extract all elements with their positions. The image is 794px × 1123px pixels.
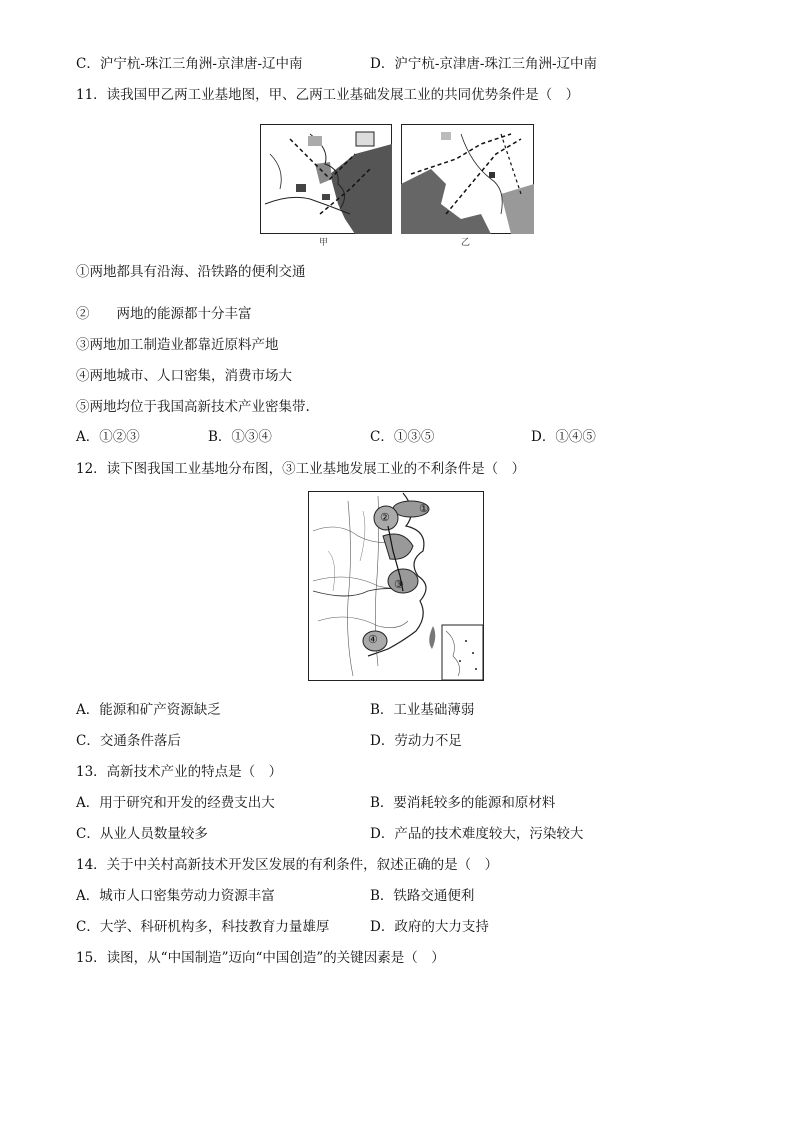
- q10-option-d: D．沪宁杭-京津唐-珠江三角洲-辽中南: [370, 56, 598, 72]
- q13-stem: 13．高新技术产业的特点是（ ）: [76, 764, 283, 780]
- q11-map-jia-label: 甲: [319, 238, 329, 248]
- q12-stem: 12．读下图我国工业基地分布图，③工业基地发展工业的不利条件是（ ）: [76, 461, 526, 477]
- q11-statement-3: ③两地加工制造业都靠近原料产地: [76, 337, 279, 353]
- q11-option-c: C．①③⑤: [370, 429, 435, 445]
- q11-statement-2: ② 两地的能源都十分丰富: [76, 306, 252, 322]
- q11-stem: 11．读我国甲乙两工业基地图，甲、乙两工业基础发展工业的共同优势条件是（ ）: [76, 87, 580, 103]
- q13-option-c: C．从业人员数量较多: [76, 826, 208, 842]
- q15-stem: 15．读图，从“中国制造”迈向“中国创造”的关键因素是（ ）: [76, 950, 445, 966]
- q12-marker-2: ②: [380, 511, 390, 524]
- q13-option-d: D．产品的技术难度较大，污染较大: [370, 826, 584, 842]
- q11-map-yi-label: 乙: [461, 238, 471, 248]
- q12-option-c: C．交通条件落后: [76, 733, 181, 749]
- q12-option-b: B．工业基础薄弱: [370, 702, 475, 718]
- q11-option-d: D．①④⑤: [531, 429, 596, 445]
- q12-option-a: A．能源和矿产资源缺乏: [76, 702, 221, 718]
- q13-option-a: A．用于研究和开发的经费支出大: [76, 795, 275, 811]
- q12-option-d: D．劳动力不足: [370, 733, 462, 749]
- q14-option-a: A．城市人口密集劳动力资源丰富: [76, 888, 275, 904]
- q10-option-c: C．沪宁杭-珠江三角洲-京津唐-辽中南: [76, 56, 303, 72]
- q12-industrial-base-map: [308, 491, 484, 681]
- q12-marker-3: ③: [394, 578, 404, 591]
- q13-option-b: B．要消耗较多的能源和原材料: [370, 795, 556, 811]
- q12-marker-1: ①: [419, 502, 429, 515]
- q14-option-c: C．大学、科研机构多，科技教育力量雄厚: [76, 919, 330, 935]
- q11-option-a: A．①②③: [76, 429, 140, 445]
- q11-statement-5: ⑤两地均位于我国高新技术产业密集带.: [76, 399, 310, 415]
- q11-map-jia: [260, 124, 392, 234]
- q14-option-d: D．政府的大力支持: [370, 919, 489, 935]
- q14-option-b: B．铁路交通便利: [370, 888, 475, 904]
- q11-option-b: B．①③④: [208, 429, 272, 445]
- q14-stem: 14．关于中关村高新技术开发区发展的有利条件，叙述正确的是（ ）: [76, 857, 499, 873]
- q12-marker-4: ④: [368, 633, 378, 646]
- q11-statement-1: ①两地都具有沿海、沿铁路的便利交通: [76, 264, 306, 280]
- q11-statement-4: ④两地城市、人口密集，消费市场大: [76, 368, 292, 384]
- q11-map-yi: [401, 124, 534, 234]
